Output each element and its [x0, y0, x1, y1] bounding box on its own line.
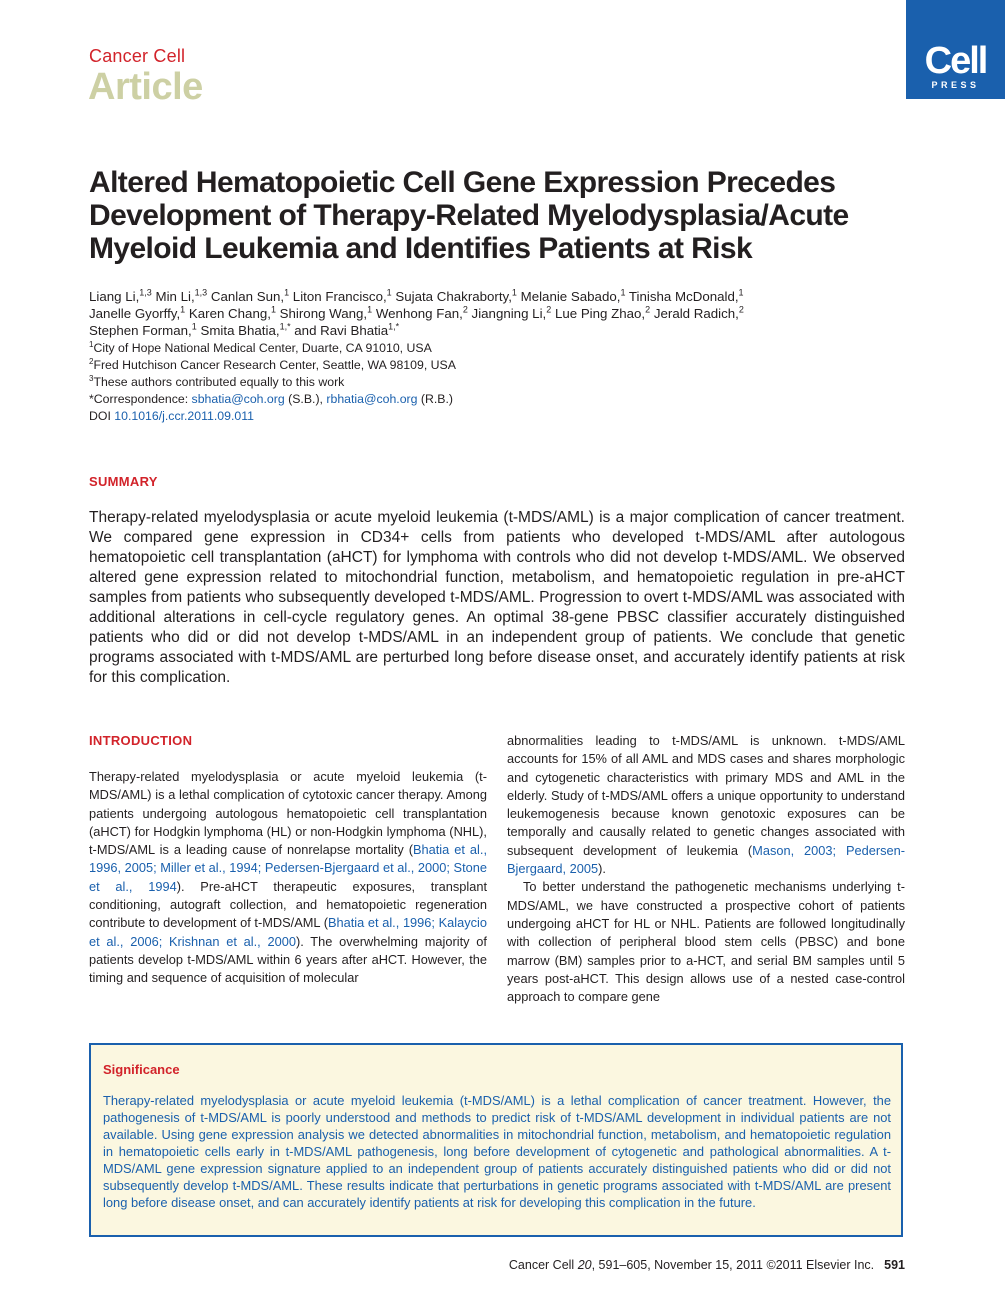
- journal-name: Cancer Cell: [89, 46, 186, 66]
- intro-paragraph-2: To better understand the pathogenetic mechanisms underlying t-MDS/AML, we have constructed a prospective cohort of patients undergoing aHCT for HL or NHL. Patients are followed longitudinally with collection of peripheral blood stem cells (PBSC) and bone marrow (BM) samples prior to a-HCT, and serial BM samples until 5 years post-aHCT. This design allows use of a nested case-control approach to compare gene: [507, 879, 905, 1005]
- author: Melanie Sabado,: [520, 289, 621, 304]
- author: and Ravi Bhatia: [294, 323, 389, 338]
- affiliation-1: $^1$City of Hope National Medical Center, Duarte, CA 91010, USA: [89, 339, 432, 355]
- author: Janelle Gyorffy,: [89, 306, 181, 321]
- intro-right-column: [507, 732, 905, 1006]
- author: Canlan Sun,: [210, 289, 285, 304]
- author-line-3: Stephen Forman,$^1$ Smita Bhatia,$^{1,*}$ and Ravi Bhatia$^{1,*}$: [89, 321, 400, 338]
- author: Lue Ping Zhao,: [554, 306, 646, 321]
- intro-paragraph-1: Therapy-related myelodysplasia or acute myeloid leukemia (t-MDS/AML) is a lethal complication of cytotoxic cancer therapy. Among patients undergoing autologous hematopoietic cell transplantation (aHCT) for Hodgkin lymphoma (HL) or non-Hodgkin lymphoma (NHL), t-MDS/AML is a leading cause of nonrelapse mortality (Bhatia et al., 1996, 2005; Miller et al., 1994; Pedersen-Bjergaard et al., 2000; Stone et al., 1994). Pre-aHCT therapeutic exposures, transplant conditioning, autograft collection, and hematopoietic regeneration contribute to development of t-MDS/AML (Bhatia et al., 1996; Kalaycio et al., 2006; Krishnan et al., 2000). The overwhelming majority of patients develop t-MDS/AML within 6 years after aHCT. However, the timing and sequence of acquisition of molecular: [89, 769, 488, 986]
- author-list: [89, 288, 919, 339]
- significance-box: [89, 1043, 903, 1237]
- author: Sujata Chakraborty,: [395, 289, 512, 304]
- author-line-2: Janelle Gyorffy,$^1$ Karen Chang,$^1$ Shirong Wang,$^1$ Wenhong Fan,$^2$ Jiangning Li,$^2$ Lue Ping Zhao,$^2$ Jerald Radich,$^2$: [89, 304, 744, 321]
- affiliations: [89, 340, 919, 425]
- summary-heading: SUMMARY: [89, 474, 158, 489]
- author: Shirong Wang,: [279, 306, 368, 321]
- article-type: Article: [88, 66, 203, 108]
- page-number: 591: [884, 1258, 905, 1272]
- author: Stephen Forman,: [89, 323, 192, 338]
- introduction-heading: INTRODUCTION: [89, 733, 193, 748]
- intro-paragraph-1-cont: abnormalities leading to t-MDS/AML is unknown. t-MDS/AML accounts for 15% of all AML and MDS cases and shares morphologic and cytogenetic characteristics with primary MDS and AML in the elderly. Study of t-MDS/AML offers a unique opportunity to understand leukemogenesis because known genotoxic exposures can be temporally and causally related to genetic changes associated with subsequent development of leukemia (Mason, 2003; Pedersen-Bjergaard, 2005).: [507, 733, 905, 877]
- logo-press-text: PRESS: [931, 80, 980, 90]
- page-footer: Cancer Cell 20, 591–605, November 15, 2011 ©2011 Elsevier Inc. 591: [508, 1258, 905, 1272]
- author: Smita Bhatia,: [200, 323, 280, 338]
- author: Min Li,: [155, 289, 195, 304]
- doi: DOI 10.1016/j.ccr.2011.09.011: [89, 409, 254, 423]
- affiliation-3: $^3$These authors contributed equally to this work: [89, 373, 345, 389]
- author: Jerald Radich,: [653, 306, 739, 321]
- significance-text: Therapy-related myelodysplasia or acute myeloid leukemia (t-MDS/AML) is a lethal complication of cancer treatment. However, the pathogenesis of t-MDS/AML is poorly understood and methods to predict risk of t-MDS/AML development in individual patients are not available. Using gene expression analysis we detected abnormalities in mitochondrial function, metabolism, and hematopoietic regulation in hematopoietic cells early in t-MDS/AML pathogenesis, long before development of cytogenetic and pathological abnormalities. A t-MDS/AML gene expression signature applied to an independent group of patients accurately distinguished patients who did or did not subsequently develop t-MDS/AML. These results indicate that perturbations in genetic programs associated with t-MDS/AML are present long before disease onset, and can accurately identify patients at risk for developing this complication in the future.: [103, 1093, 891, 1210]
- author: Karen Chang,: [188, 306, 271, 321]
- author: Wenhong Fan,: [375, 306, 463, 321]
- citation-link[interactable]: Bhatia et al., 1996; Kalaycio et al., 2006; Krishnan et al., 2000: [89, 915, 487, 949]
- doi-link[interactable]: 10.1016/j.ccr.2011.09.011: [114, 409, 254, 423]
- email-link-sb[interactable]: sbhatia@coh.org: [191, 392, 285, 406]
- author: Liang Li,: [89, 289, 140, 304]
- article-title: Altered Hematopoietic Cell Gene Expression Precedes Development of Therapy-Related Myelodysplasia/Acute Myeloid Leukemia and Identifies Patients at Risk: [89, 166, 849, 265]
- author: Tinisha McDonald,: [628, 289, 739, 304]
- intro-left-column: [89, 768, 487, 988]
- citation-link[interactable]: Bhatia et al., 1996, 2005; Miller et al., 1994; Pedersen-Bjergaard et al., 2000; Stone et al., 1994: [89, 842, 487, 894]
- logo-cell-text: Cell: [924, 40, 987, 82]
- correspondence: *Correspondence: sbhatia@coh.org (S.B.), rbhatia@coh.org (R.B.): [89, 392, 454, 406]
- summary-text: Therapy-related myelodysplasia or acute myeloid leukemia (t-MDS/AML) is a major complication of cancer treatment. We compared gene expression in CD34+ cells from patients who developed t-MDS/AML after autologous hematopoietic cell transplantation (aHCT) for lymphoma with controls who did not develop t-MDS/AML. We observed altered gene expression related to mitochondrial function, metabolism, and hematopoietic regulation in pre-aHCT samples from patients who subsequently developed t-MDS/AML. Progression to overt t-MDS/AML was associated with additional alterations in cell-cycle regulatory genes. An optimal 38-gene PBSC classifier accurately distinguished patients who did or did not develop t-MDS/AML in an independent group of patients. We conclude that genetic programs associated with t-MDS/AML are perturbed long before disease onset, and accurately identify patients at risk for this complication.: [89, 509, 905, 686]
- significance-heading: Significance: [103, 1062, 180, 1077]
- email-link-rb[interactable]: rbhatia@coh.org: [326, 392, 418, 406]
- author: Liton Francisco,: [292, 289, 387, 304]
- affiliation-2: $^2$Fred Hutchison Cancer Research Center, Seattle, WA 98109, USA: [89, 356, 456, 372]
- author: Jiangning Li,: [471, 306, 547, 321]
- citation-link[interactable]: Mason, 2003; Pedersen-Bjergaard, 2005: [507, 842, 905, 877]
- cell-press-logo: [906, 0, 1005, 99]
- author-line-1: Liang Li,$^{1,3}$ Min Li,$^{1,3}$ Canlan Sun,$^1$ Liton Francisco,$^1$ Sujata Chakraborty,$^1$ Melanie Sabado,$^1$ Tinisha McDonald,$^1$: [89, 287, 744, 304]
